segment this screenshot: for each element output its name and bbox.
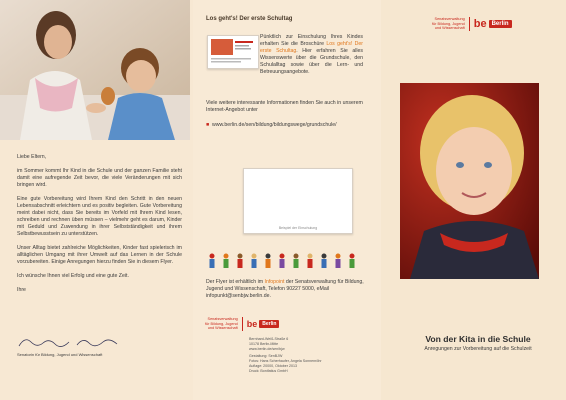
be-berlin-logo: be <box>246 319 258 329</box>
letter-paragraph-2: Eine gute Vorbereitung wird Ihrem Kind den Schritt in den neuen Lebensabschnitt erleichtern und es positiv begleiten. Gute Vorbereitung meint dabei nicht, dass Sie bereits im Vorfeld mit Ihrem Kind lesen, schreiben und rechnen üben müssen – vielmehr geht es darum, Kinder mit Geduld und Zuwendung in ihrer Selbstständigkeit und ihrem Selbstbewusstsein zu unterstützen. <box>17 196 182 237</box>
order-info: Der Flyer ist erhältlich im Infopoint der Senatsverwaltung für Bildung, Jugend und Wissenschaft, Telefon 90227 5000, eMail infopunkt@senbjw.berlin.de. <box>206 279 364 299</box>
flyer-title: Von der Kita in die Schule <box>425 334 531 344</box>
signer-title: Senatorin für Bildung, Jugend und Wissenschaft <box>17 352 103 357</box>
letter-paragraph-4: Ich wünsche Ihnen viel Erfolg und eine gute Zeit. <box>17 273 129 279</box>
letter-paragraph-3: Unser Alltag bietet zahlreiche Möglichkeiten, Kinder fast spielerisch im alltäglichen Umgang mit ihrer Umwelt auf das Lernen in der Schule vorzubereiten. Einige Anregungen hierzu finden Sie in diesem Flyer. <box>17 245 182 265</box>
senate-logo-small <box>205 314 279 334</box>
greeting: Liebe Eltern, <box>17 154 47 160</box>
flyer-subtitle: Anregungen zur Vorbereitung auf die Schulzeit <box>424 346 532 352</box>
berlin-badge-top: Berlin <box>489 20 512 28</box>
website-link[interactable]: ■ www.berlin.de/sen/bildung/bildungswege/grundschule/ <box>206 122 337 128</box>
brochure-thumbnail <box>207 35 259 69</box>
letter-paragraph-1: im Sommer kommt Ihr Kind in die Schule und der ganzen Familie steht damit eine aufregende Zeit bevor, die viele Veränderungen mit sich bringen wird. <box>17 168 182 188</box>
photo-mother-child <box>0 0 190 140</box>
sender-name-top: Senatsverwaltung für Bildung, Jugend und Wissenschaft <box>432 17 470 31</box>
infopoint-highlight: Infopoint <box>264 279 285 285</box>
more-info-text: Viele weitere interessante Informationen finden Sie auch in unserem Internet-Angebot unter <box>206 100 363 113</box>
example-thumbnail <box>243 168 353 234</box>
address-block: Bernhard-Weiß-Straße 6 10178 Berlin-Mitte www.berlin.de/sen/bjw Gestaltung: SenBJW Fotos: Hans Scherhaufer, Angela Sonnenröhr Auflage: 20000, Oktober 2013 Druck: Bonifatius GmbH <box>249 337 322 373</box>
closing: Ihre <box>17 287 26 293</box>
signature-image <box>17 334 167 350</box>
photo-girl <box>400 83 539 279</box>
kids-silhouettes-strip <box>206 252 366 270</box>
be-berlin-logo-top: be <box>473 18 487 30</box>
thumbnail-caption: Beispiel der Einschulung <box>278 226 318 230</box>
section-heading: Los geht's! Der erste Schultag <box>206 16 293 22</box>
brochure-title-highlight: Los geht's! Der erste Schultag <box>260 41 363 54</box>
letter-block <box>17 154 182 301</box>
berlin-badge: Berlin <box>259 320 279 328</box>
senate-logo <box>432 14 512 34</box>
brochure-intro: Pünktlich zur Einschulung Ihres Kindes erhalten Sie die Broschüre Los geht's! Der erste Schultag. Hier erfahren Sie alles Wissenswerte über die Grundschule, den Schulalltag sowie über die Lern- und Betreuungsangebote. <box>260 34 363 75</box>
sender-name: Senatsverwaltung für Bildung, Jugend und Wissenschaft <box>205 317 243 331</box>
